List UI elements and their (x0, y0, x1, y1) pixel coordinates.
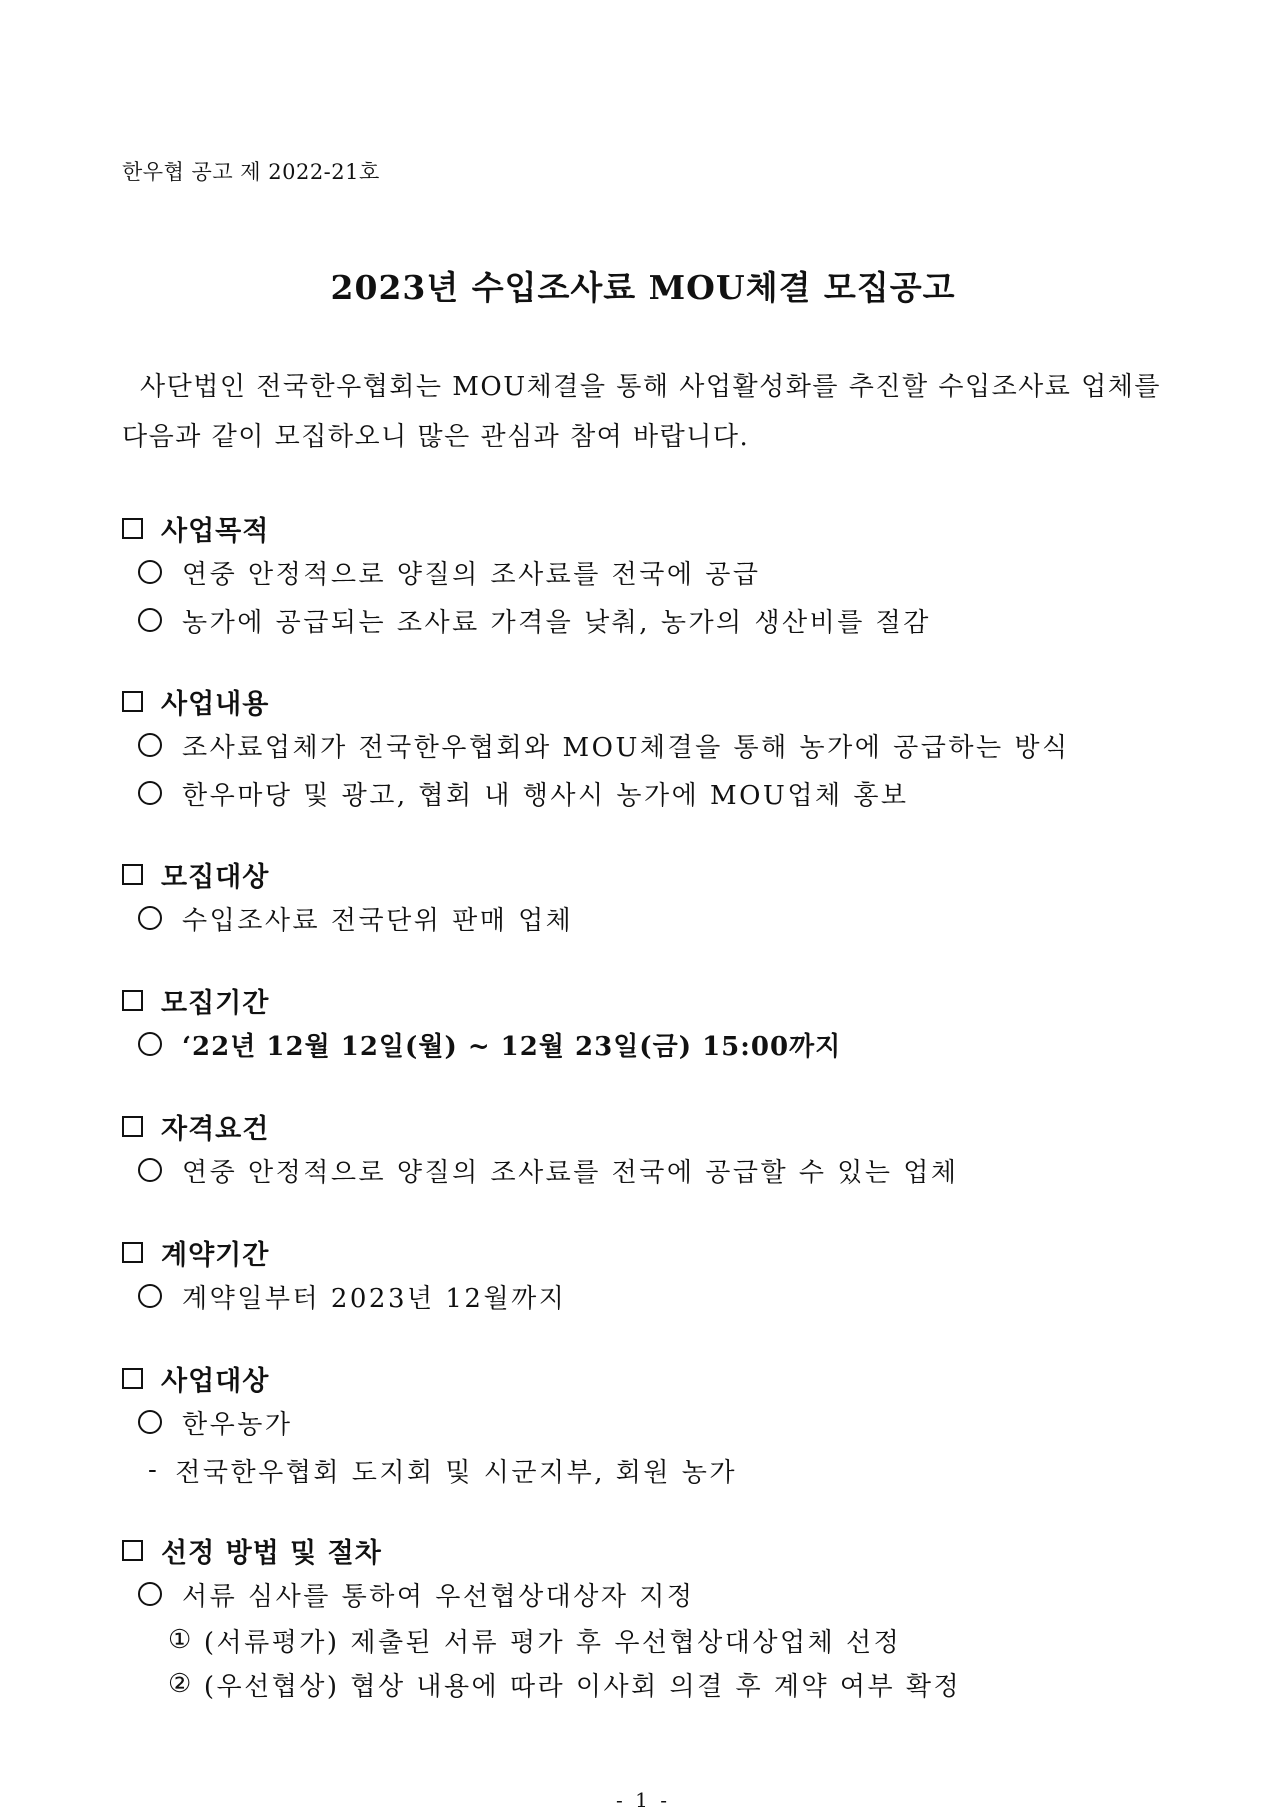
circle-bullet-icon (138, 560, 162, 584)
list-item: 한우마당 및 광고, 협회 내 행사시 농가에 MOU업체 홍보 (122, 769, 1182, 817)
list-item: 연중 안정적으로 양질의 조사료를 전국에 공급할 수 있는 업체 (122, 1146, 1182, 1194)
circle-bullet-icon (138, 906, 162, 930)
dash-bullet: - (148, 1455, 160, 1485)
checkbox-square-icon (122, 1368, 143, 1389)
section-heading (122, 508, 1182, 548)
circle-bullet-icon (138, 1032, 162, 1056)
checkbox-square-icon (122, 990, 143, 1011)
circle-bullet-icon (138, 608, 162, 632)
checkbox-square-icon (122, 1540, 143, 1561)
section-contract-period (122, 1232, 1182, 1320)
doc-number: 한우협 공고 제 2022-21호 (122, 160, 380, 184)
list-item: 연중 안정적으로 양질의 조사료를 전국에 공급 (122, 548, 1182, 596)
section-heading-label: 선정 방법 및 절차 (161, 1537, 382, 1569)
checkbox-square-icon (122, 518, 143, 539)
circle-bullet-icon (138, 733, 162, 757)
section-selection (122, 1530, 1182, 1706)
list-item: 농가에 공급되는 조사료 가격을 낮춰, 농가의 생산비를 절감 (122, 596, 1182, 644)
circle-bullet-icon (138, 1284, 162, 1308)
section-heading-label: 자격요건 (161, 1113, 270, 1145)
section-target (122, 854, 1182, 942)
sub-list-item: - 전국한우협회 도지회 및 시군지부, 회원 농가 (148, 1455, 737, 1488)
section-period (122, 980, 1182, 1068)
section-heading (122, 681, 1182, 721)
section-heading (122, 854, 1182, 894)
checkbox-square-icon (122, 864, 143, 885)
list-item: 수입조사료 전국단위 판매 업체 (122, 894, 1182, 942)
list-item: ‘22년 12월 12일(월) ~ 12월 23일(금) 15:00까지 (122, 1020, 1182, 1068)
checkbox-square-icon (122, 1242, 143, 1263)
list-item: 조사료업체가 전국한우협회와 MOU체결을 통해 농가에 공급하는 방식 (122, 721, 1182, 769)
list-item: 계약일부터 2023년 12월까지 (122, 1272, 1182, 1320)
list-item: 서류 심사를 통하여 우선협상대상자 지정 (122, 1570, 1182, 1618)
section-heading-label: 사업목적 (161, 515, 270, 547)
intro-paragraph: 사단법인 전국한우협회는 MOU체결을 통해 사업활성화를 추진할 수입조사료 업체를 다음과 같이 모집하오니 많은 관심과 참여 바랍니다. (122, 372, 1162, 452)
section-beneficiary (122, 1358, 1182, 1494)
section-heading-label: 사업내용 (161, 688, 270, 720)
section-heading-label: 모집대상 (161, 861, 270, 893)
section-heading-label: 사업대상 (161, 1365, 270, 1397)
section-heading-label: 계약기간 (161, 1239, 270, 1271)
page-title: 2023년 수입조사료 MOU체결 모집공고 (330, 268, 956, 307)
section-heading (122, 1530, 1182, 1570)
section-heading (122, 1106, 1182, 1146)
circle-bullet-icon (138, 1410, 162, 1434)
page-number: - 1 - (616, 1788, 670, 1812)
section-heading (122, 1232, 1182, 1272)
section-heading (122, 980, 1182, 1020)
section-heading (122, 1358, 1182, 1398)
section-content (122, 681, 1182, 817)
checkbox-square-icon (122, 691, 143, 712)
section-qualification (122, 1106, 1182, 1194)
step-item: ② (우선협상) 협상 내용에 따라 이사회 의결 후 계약 여부 확정 (168, 1669, 962, 1702)
circle-bullet-icon (138, 1582, 162, 1606)
circle-bullet-icon (138, 781, 162, 805)
section-heading-label: 모집기간 (161, 987, 270, 1019)
circle-bullet-icon (138, 1158, 162, 1182)
checkbox-square-icon (122, 1116, 143, 1137)
step-item: ① (서류평가) 제출된 서류 평가 후 우선협상대상업체 선정 (168, 1625, 902, 1658)
list-item: 한우농가 (122, 1398, 1182, 1446)
section-purpose (122, 508, 1182, 644)
